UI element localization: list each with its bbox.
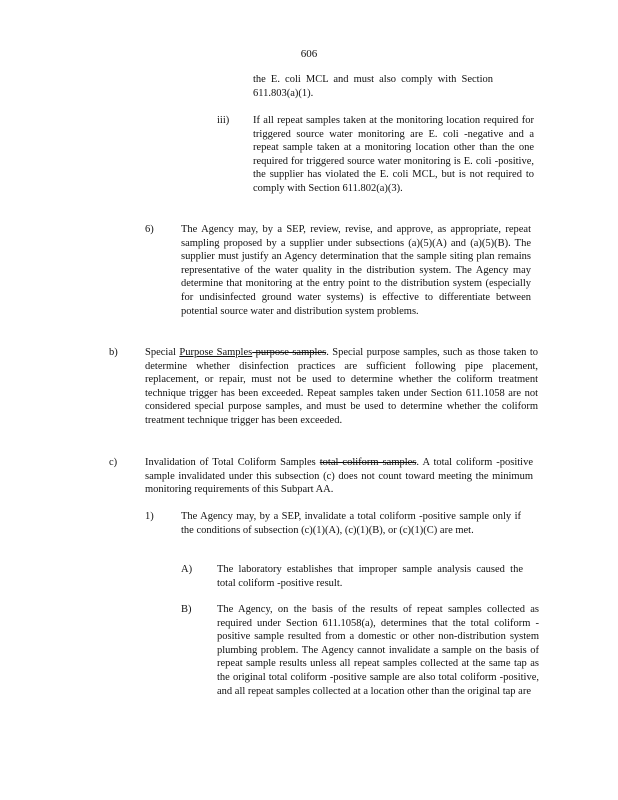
subsection-b-rest: . Special purpose samples, such as those taken to determine whether disinfection practices are sufficient following pipe placement, replacement, or repair, must not be used to determine whether the coliform treatment technique trigger has been exceeded. Repeat samples taken under Section 611.1058 are not considered special purpose samples, and must be used to determine whether the coliform treatment technique trigger has been exceeded.	[145, 347, 539, 426]
deleted-text: purpose samples	[252, 347, 327, 358]
item-A-label: A)	[181, 564, 193, 575]
item-A-text: The laboratory establishes that improper sample analysis caused the total coliform -positive result.	[217, 564, 523, 589]
inserted-text: Purpose Samples	[179, 347, 253, 358]
item-B-label: B)	[181, 604, 192, 615]
item-B-text: The Agency, on the basis of the results of repeat samples collected as required under Section 611.1058(a), determines that the total coliform -positive sample resulted from a domestic or other non-distribution system plumbing problem. The Agency cannot invalidate a sample on the basis of repeat sample results unless all repeat samples collected at the same tap as the original total coliform -positive sample are also total coliform -positive, and all repeat samples collected at a location other than the original tap are	[217, 604, 539, 697]
subsection-c-rest: . A total coliform -positive sample invalidated under this subsection (c) does not count toward meeting the minimum monitoring requirements of this Subpart AA.	[145, 457, 533, 496]
continued-text: the E. coli MCL and must also comply with Section 611.803(a)(1).	[253, 74, 493, 99]
subsection-c-pre: Invalidation of Total Coliform Samples	[145, 457, 320, 468]
subsection-b-label: b)	[109, 347, 118, 358]
subsection-c-label: c)	[109, 457, 118, 468]
item-6-label: 6)	[145, 224, 154, 235]
item-c1-text: The Agency may, by a SEP, invalidate a total coliform -positive sample only if the conditions of subsection (c)(1)(A), (c)(1)(B), or (c)(1)(C) are met.	[181, 511, 521, 536]
item-iii-label: iii)	[217, 115, 230, 126]
subsection-c-text	[145, 456, 533, 497]
item-iii-text: If all repeat samples taken at the monitoring location required for triggered source water monitoring are E. coli -negative and a repeat sample taken at a monitoring location other than the one required for triggered source water monitoring is E. coli -positive, the supplier has violated the E. coli MCL, but is not required to comply with Section 611.802(a)(3).	[253, 115, 534, 194]
item-c1-label: 1)	[145, 511, 154, 522]
page-number: 606	[300, 48, 318, 60]
deleted-text: total coliform samples	[319, 457, 417, 468]
item-6-text: The Agency may, by a SEP, review, revise, and approve, as appropriate, repeat sampling proposed by a supplier under subsections (a)(5)(A) and (a)(5)(B). The supplier must justify an Agency determination that the sample siting plan remains representative of the water quality in the distribution system. The Agency may determine that monitoring at the entry point to the distribution system (especially for undisinfected ground water systems) is effective to differentiate between potential source water and distribution system problems.	[181, 224, 531, 317]
subsection-b-pre: Special	[145, 347, 180, 358]
subsection-b-text	[145, 346, 538, 428]
